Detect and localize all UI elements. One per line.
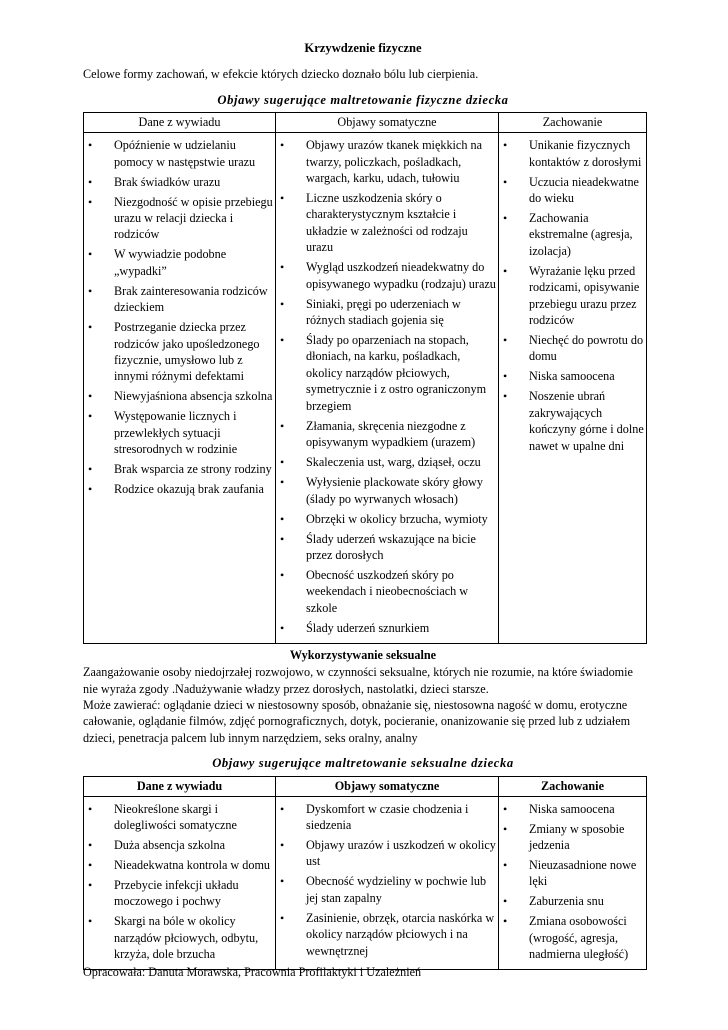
header-somatic: Objawy somatyczne <box>276 776 499 796</box>
list-item: • Niezgodność w opisie przebiegu urazu w relacji dziecka i rodziców <box>84 194 273 243</box>
list-item: • Brak świadków urazu <box>84 174 273 190</box>
list-item: • Obecność wydzieliny w pochwie lub jej stan zapalny <box>276 873 496 906</box>
list-item: • W wywiadzie podobne „wypadki” <box>84 246 273 279</box>
document-page <box>83 40 643 970</box>
list-item: • Brak zainteresowania rodziców dzieckiem <box>84 283 273 316</box>
list-item: • Nieuzasadnione nowe lęki <box>499 857 644 890</box>
section2-title: Wykorzystywanie seksualne <box>289 647 437 662</box>
list-item: • Niska samoocena <box>499 801 644 817</box>
list-item: • Zasinienie, obrzęk, otarcia naskórka w okolicy narządów płciowych i na wewnętrznej <box>276 910 496 959</box>
list-item: • Zachowania ekstremalne (agresja, izolacja) <box>499 210 644 259</box>
behavior-list <box>499 797 646 970</box>
table-header-row <box>84 776 647 796</box>
somatic-cell <box>276 796 499 970</box>
list-item: • Noszenie ubrań zakrywających kończyny górne i dolne nawet w upalne dni <box>499 388 644 454</box>
behavior-cell <box>499 796 647 970</box>
table-body-row <box>84 133 647 644</box>
sexual-abuse-table <box>83 776 647 971</box>
list-item: • Ślady uderzeń sznurkiem <box>276 620 496 636</box>
section2-definition-2: Może zawierać: oglądanie dzieci w niestosowny sposób, obnażanie się, niestosowna nagość w domu, erotyczne całowanie, oglądanie filmów, zdjęć pornograficznych, dotyk, pocieranie, onanizowanie się przed lub z udziałem dzieci, penetracja palcem lub innym narzędziem, seks oralny, analny <box>83 697 631 745</box>
list-item: • Zmiany w sposobie jedzenia <box>499 821 644 854</box>
list-item: • Obecność uszkodzeń skóry po weekendach i nieobecnościach w szkole <box>276 567 496 616</box>
list-item: • Nieokreślone skargi i dolegliwości somatyczne <box>84 801 273 834</box>
behavior-cell <box>499 133 647 644</box>
somatic-list <box>276 797 498 966</box>
list-item: • Złamania, skręcenia niezgodne z opisywanym wypadkiem (urazem) <box>276 418 496 451</box>
list-item: • Dyskomfort w czasie chodzenia i siedzenia <box>276 801 496 834</box>
list-item: • Zaburzenia snu <box>499 893 644 909</box>
list-item: • Przebycie infekcji układu moczowego i pochwy <box>84 877 273 910</box>
list-item: • Wyłysienie plackowate skóry głowy (ślady po wyrwanych włosach) <box>276 474 496 507</box>
list-item: • Siniaki, pręgi po uderzeniach w różnych stadiach gojenia się <box>276 296 496 329</box>
somatic-list <box>276 133 498 643</box>
list-item: • Niechęć do powrotu do domu <box>499 332 644 365</box>
physical-abuse-table <box>83 112 647 644</box>
list-item: • Nieadekwatna kontrola w domu <box>84 857 273 873</box>
header-somatic: Objawy somatyczne <box>276 113 499 133</box>
somatic-cell <box>276 133 499 644</box>
list-item: • Skaleczenia ust, warg, dziąseł, oczu <box>276 454 496 470</box>
header-interview: Dane z wywiadu <box>84 113 276 133</box>
footer-author: Opracowała: Danuta Morawska, Pracownia Profilaktyki i Uzależnień <box>83 965 422 979</box>
list-item: • Występowanie licznych i przewlekłych sytuacji stresorodnych w rodzinie <box>84 408 273 457</box>
behavior-list <box>499 133 646 460</box>
list-item: • Rodzice okazują brak zaufania <box>84 481 273 497</box>
section1-table-title: Objawy sugerujące maltretowanie fizyczne dziecka <box>217 92 509 107</box>
list-item: • Skargi na bóle w okolicy narządów płciowych, odbytu, krzyża, dole brzucha <box>84 913 273 962</box>
header-behavior: Zachowanie <box>499 776 647 796</box>
table-body-row <box>84 796 647 970</box>
list-item: • Ślady uderzeń wskazujące na bicie przez dorosłych <box>276 531 496 564</box>
header-behavior: Zachowanie <box>499 113 647 133</box>
interview-list <box>84 797 275 970</box>
list-item: • Ślady po oparzeniach na stopach, dłoniach, na karku, pośladkach, okolicy narządów płciowych, symetrycznie i z ostro ograniczonym brzegiem <box>276 332 496 414</box>
list-item: • Wygląd uszkodzeń nieadekwatny do opisywanego wypadku (rodzaju) urazu <box>276 259 496 292</box>
list-item: • Duża absencja szkolna <box>84 837 273 853</box>
list-item: • Objawy urazów tkanek miękkich na twarzy, policzkach, pośladkach, wargach, karku, udach, tułowiu <box>276 137 496 186</box>
interview-cell <box>84 796 276 970</box>
list-item: • Postrzeganie dziecka przez rodziców jako upośledzonego fizycznie, umysłowo lub z innymi różnymi defektami <box>84 319 273 385</box>
list-item: • Zmiana osobowości (wrogość, agresja, nadmierna uległość) <box>499 913 644 962</box>
list-item: • Uczucia nieadekwatne do wieku <box>499 174 644 207</box>
section2-table-title: Objawy sugerujące maltretowanie seksualne dziecka <box>212 756 514 771</box>
list-item: • Liczne uszkodzenia skóry o charakterystycznym kształcie i układzie w zależności od rodzaju urazu <box>276 190 496 256</box>
table-header-row <box>84 113 647 133</box>
interview-list <box>84 133 275 504</box>
interview-cell <box>84 133 276 644</box>
list-item: • Obrzęki w okolicy brzucha, wymioty <box>276 511 496 527</box>
section1-definition: Celowe formy zachowań, w efekcie których dziecko doznało bólu lub cierpienia. <box>83 67 479 82</box>
list-item: • Objawy urazów i uszkodzeń w okolicy ust <box>276 837 496 870</box>
section1-title: Krzywdzenie fizyczne <box>304 41 422 55</box>
section2-definition-1: Zaangażowanie osoby niedojrzałej rozwojowo, w czynności seksualne, których nie rozumie, na które świadomie nie wyraża zgody .Nadużywanie władzy przez dorosłych, nastolatki, dzieci starsze. <box>83 665 633 696</box>
header-interview: Dane z wywiadu <box>84 776 276 796</box>
list-item: • Opóźnienie w udzielaniu pomocy w następstwie urazu <box>84 137 273 170</box>
list-item: • Brak wsparcia ze strony rodziny <box>84 461 273 477</box>
list-item: • Unikanie fizycznych kontaktów z dorosłymi <box>499 137 644 170</box>
list-item: • Niska samoocena <box>499 368 644 384</box>
list-item: • Niewyjaśniona absencja szkolna <box>84 388 273 404</box>
list-item: • Wyrażanie lęku przed rodzicami, opisywanie przebiegu urazu przez rodziców <box>499 263 644 329</box>
